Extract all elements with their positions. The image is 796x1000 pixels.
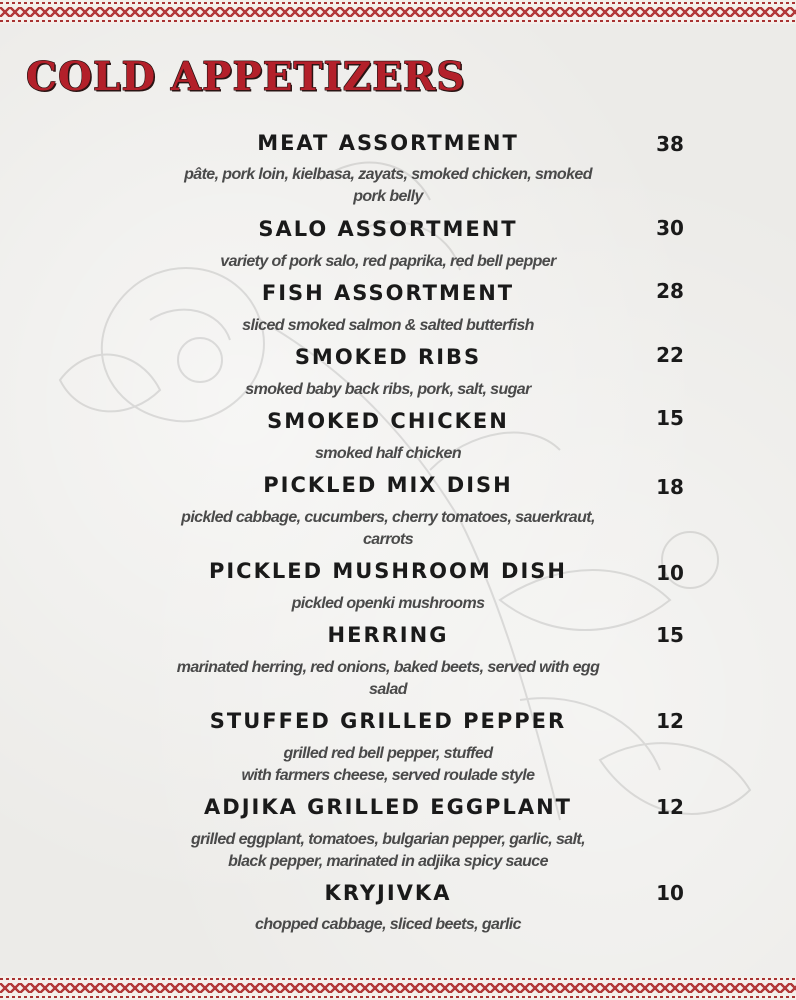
menu-item-name: ADJIKA GRILLED EGGPLANT bbox=[204, 795, 572, 819]
top-ornament-border bbox=[0, 0, 796, 24]
menu-item-price: 30 bbox=[656, 216, 684, 240]
menu-item-name: KRYJIVKA bbox=[324, 881, 452, 905]
menu-item-name: STUFFED GRILLED PEPPER bbox=[209, 709, 567, 733]
menu-item-description: grilled eggplant, tomatoes, bulgarian pepper, garlic, salt, black pepper, marinated in adjika spicy sauce bbox=[190, 831, 586, 870]
menu-item-description: smoked baby back ribs, pork, salt, sugar bbox=[245, 381, 531, 398]
menu-item-price: 15 bbox=[656, 406, 684, 430]
menu-item-price: 18 bbox=[656, 475, 684, 499]
menu-item-description: grilled red bell pepper, stuffed with farmers cheese, served roulade style bbox=[241, 745, 535, 784]
menu-item-description: marinated herring, red onions, baked beets, served with egg salad bbox=[176, 659, 600, 698]
menu-item-price: 12 bbox=[656, 709, 684, 733]
menu-item-description: pickled cabbage, cucumbers, cherry tomatoes, sauerkraut, carrots bbox=[181, 509, 595, 548]
menu-item-description: smoked half chicken bbox=[315, 445, 461, 462]
menu-item-description: sliced smoked salmon & salted butterfish bbox=[242, 317, 534, 334]
menu-item-price: 10 bbox=[656, 561, 684, 585]
menu-item-price: 28 bbox=[656, 279, 684, 303]
menu-item-name: PICKLED MUSHROOM DISH bbox=[208, 559, 568, 583]
menu-item-description: pâte, pork loin, kielbasa, zayats, smoked chicken, smoked pork belly bbox=[184, 166, 592, 205]
menu-item-name: HERRING bbox=[327, 623, 449, 647]
menu-item-description: pickled openki mushrooms bbox=[291, 595, 485, 612]
bottom-ornament-border bbox=[0, 976, 796, 1000]
menu-section-title: COLD APPETIZERS bbox=[26, 54, 466, 100]
menu-item-price: 22 bbox=[656, 343, 684, 367]
menu-item-name: MEAT ASSORTMENT bbox=[257, 131, 519, 155]
menu-item-description: chopped cabbage, sliced beets, garlic bbox=[255, 916, 521, 933]
menu-item-name: PICKLED MIX DISH bbox=[263, 473, 513, 497]
menu-item-name: SMOKED RIBS bbox=[294, 345, 482, 369]
menu-item-name: SMOKED CHICKEN bbox=[267, 409, 509, 433]
menu-item-price: 12 bbox=[656, 795, 684, 819]
menu-item-price: 15 bbox=[656, 623, 684, 647]
menu-item-price: 38 bbox=[656, 132, 684, 156]
menu-item-description: variety of pork salo, red paprika, red bell pepper bbox=[220, 253, 556, 270]
menu-item-name: SALO ASSORTMENT bbox=[258, 217, 518, 241]
menu-item-price: 10 bbox=[656, 881, 684, 905]
menu-item-name: FISH ASSORTMENT bbox=[261, 281, 515, 305]
